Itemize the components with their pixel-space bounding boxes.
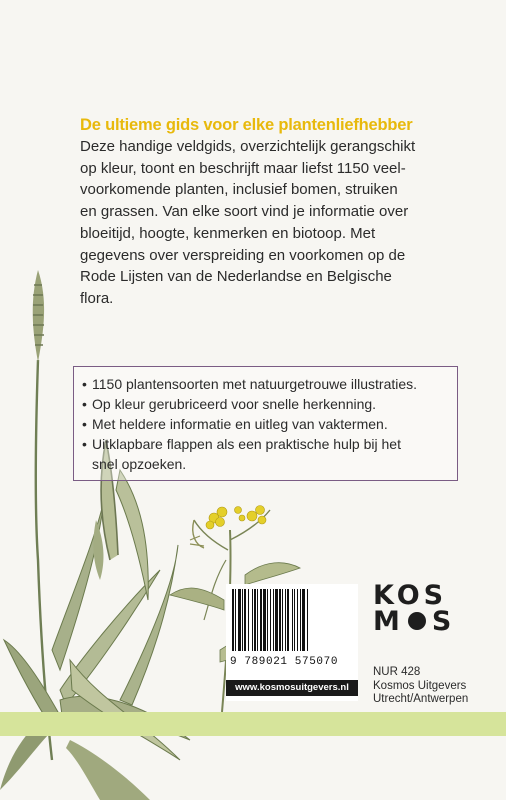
publisher-info <box>373 666 503 707</box>
publisher-url: www.kosmosuitgevers.nl <box>226 680 358 696</box>
kosmos-logo <box>373 580 456 637</box>
features-box <box>73 366 458 481</box>
publisher-city: Utrecht/Antwerpen <box>373 693 469 705</box>
feature-text: Op kleur gerubriceerd voor snelle herkenning. <box>92 396 377 412</box>
feature-text: Uitklapbare flappen als een praktische hulp bij het <box>92 436 401 452</box>
logo-row-bottom <box>373 606 456 637</box>
bullet-icon: • <box>82 376 87 392</box>
feature-item <box>82 394 449 414</box>
barcode-bars <box>232 589 352 651</box>
feature-text: Met heldere informatie en uitleg van vaktermen. <box>92 416 388 432</box>
description-line: voorkomende planten, inclusief bomen, struiken <box>80 181 398 199</box>
description <box>80 136 470 310</box>
logo-dot-icon <box>408 612 426 630</box>
description-line: flora. <box>80 289 114 307</box>
feature-item <box>82 374 449 394</box>
description-line: Rode Lijsten van de Nederlandse en Belgische <box>80 268 392 286</box>
description-line: en grassen. Van elke soort vind je informatie over <box>80 203 409 221</box>
bullet-icon: • <box>82 416 87 432</box>
isbn-number: 9 789021 575070 <box>230 656 339 668</box>
description-line: op kleur, toont en beschrijft maar liefst 1150 veel- <box>80 159 406 177</box>
bullet-icon: • <box>82 396 87 412</box>
logo-letter-s: S <box>431 606 456 637</box>
description-line: Deze handige veldgids, overzichtelijk gerangschikt <box>80 138 416 155</box>
headline: De ultieme gids voor elke plantenliefhebber <box>80 116 413 134</box>
barcode-bar <box>308 589 309 651</box>
description-line: bloeitijd, hoogte, kenmerken en biotoop. Met <box>80 224 376 242</box>
logo-row-top: KOS <box>373 580 448 611</box>
feature-item <box>82 414 449 434</box>
feature-continuation: snel opzoeken. <box>92 456 187 472</box>
isbn-barcode <box>226 584 358 701</box>
nur-code: NUR 428 <box>373 666 421 678</box>
feature-text: 1150 plantensoorten met natuurgetrouwe illustraties. <box>92 376 418 392</box>
bullet-icon: • <box>82 436 87 452</box>
green-strip <box>0 712 506 736</box>
description-line: gegevens over verspreiding en voorkomen op de <box>80 246 406 264</box>
feature-item <box>82 434 449 454</box>
publisher-name: Kosmos Uitgevers <box>373 679 467 692</box>
logo-letter-m: M <box>373 606 404 637</box>
